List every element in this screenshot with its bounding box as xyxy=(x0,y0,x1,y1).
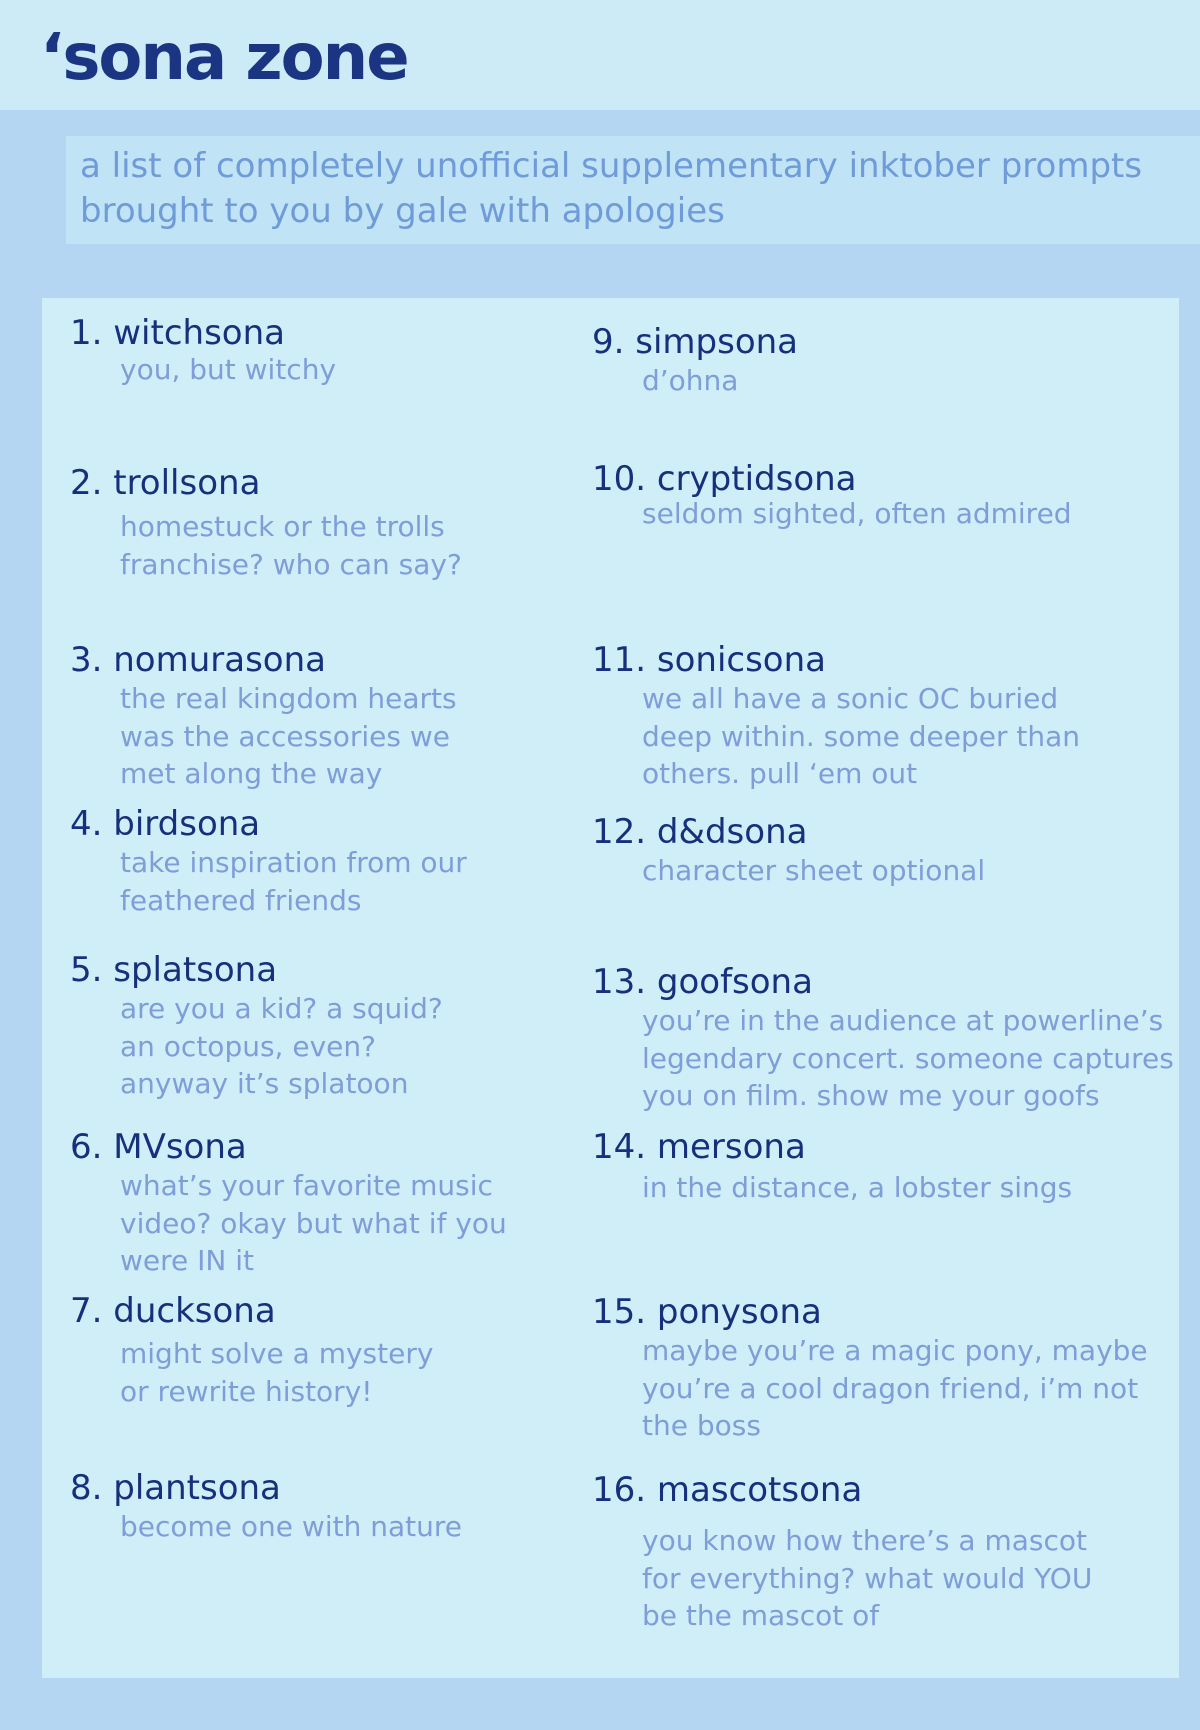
prompt-title: 11. sonicsona xyxy=(592,640,826,680)
prompt-item xyxy=(70,1291,590,1410)
prompt-description: what’s your favorite music video? okay but what if you were IN it xyxy=(120,1169,507,1277)
prompt-item xyxy=(70,640,590,793)
prompt-item xyxy=(592,962,1182,1115)
page-subtitle: a list of completely unofficial supplementary inktober prompts brought to you by gale with apologies xyxy=(80,146,1143,231)
prompt-title: 9. simpsona xyxy=(592,322,799,362)
prompt-item xyxy=(592,459,1182,533)
prompt-title: 6. MVsona xyxy=(70,1127,247,1167)
prompt-description: you, but witchy xyxy=(120,353,337,386)
prompt-description: you’re in the audience at powerline’s legendary concert. someone captures you on film. show me your goofs xyxy=(642,1004,1174,1112)
prompt-description: seldom sighted, often admired xyxy=(642,497,1072,530)
prompt-item xyxy=(592,640,1182,793)
prompt-title: 12. d&dsona xyxy=(592,812,808,852)
prompt-item xyxy=(70,463,590,583)
prompt-item xyxy=(70,950,590,1103)
subtitle-box xyxy=(66,136,1200,244)
prompt-item xyxy=(592,322,1182,400)
prompt-item xyxy=(70,313,590,389)
prompt-description: you know how there’s a mascot for everything? what would YOU be the mascot of xyxy=(642,1524,1093,1632)
prompt-item xyxy=(592,812,1182,890)
prompt-title: 1. witchsona xyxy=(70,313,285,353)
prompt-title: 10. cryptidsona xyxy=(592,459,857,499)
prompt-description: maybe you’re a magic pony, maybe you’re a cool dragon friend, i’m not the boss xyxy=(642,1334,1148,1442)
prompt-title: 7. ducksona xyxy=(70,1291,276,1331)
prompt-description: become one with nature xyxy=(120,1510,462,1543)
prompt-description: in the distance, a lobster sings xyxy=(642,1171,1073,1204)
prompt-item xyxy=(592,1127,1182,1207)
prompt-description: d’ohna xyxy=(642,364,739,397)
prompt-title: 13. goofsona xyxy=(592,962,813,1002)
prompt-description: the real kingdom hearts was the accessories we met along the way xyxy=(120,682,457,790)
prompt-description: homestuck or the trolls franchise? who can say? xyxy=(120,510,462,581)
prompt-description: we all have a sonic OC buried deep within. some deeper than others. pull ‘em out xyxy=(642,682,1081,790)
prompt-description: take inspiration from our feathered friends xyxy=(120,846,467,917)
prompt-item xyxy=(70,1127,590,1280)
prompt-description: are you a kid? a squid? an octopus, even? anyway it’s splatoon xyxy=(120,992,443,1100)
prompt-title: 15. ponysona xyxy=(592,1292,822,1332)
page-title: ‘sona zone xyxy=(40,21,408,95)
prompt-item xyxy=(592,1292,1182,1445)
prompt-title: 14. mersona xyxy=(592,1127,806,1167)
header-bar xyxy=(0,0,1200,110)
prompt-title: 16. mascotsona xyxy=(592,1470,863,1510)
prompt-item xyxy=(70,1468,590,1546)
prompt-title: 4. birdsona xyxy=(70,804,261,844)
prompt-description: character sheet optional xyxy=(642,854,986,887)
prompt-title: 2. trollsona xyxy=(70,463,261,503)
prompt-description: might solve a mystery or rewrite history! xyxy=(120,1337,434,1408)
prompt-item xyxy=(70,804,590,919)
prompt-title: 3. nomurasona xyxy=(70,640,326,680)
prompt-title: 5. splatsona xyxy=(70,950,278,990)
prompt-list-panel xyxy=(42,298,1179,1678)
prompt-item xyxy=(592,1470,1182,1635)
prompt-title: 8. plantsona xyxy=(70,1468,281,1508)
